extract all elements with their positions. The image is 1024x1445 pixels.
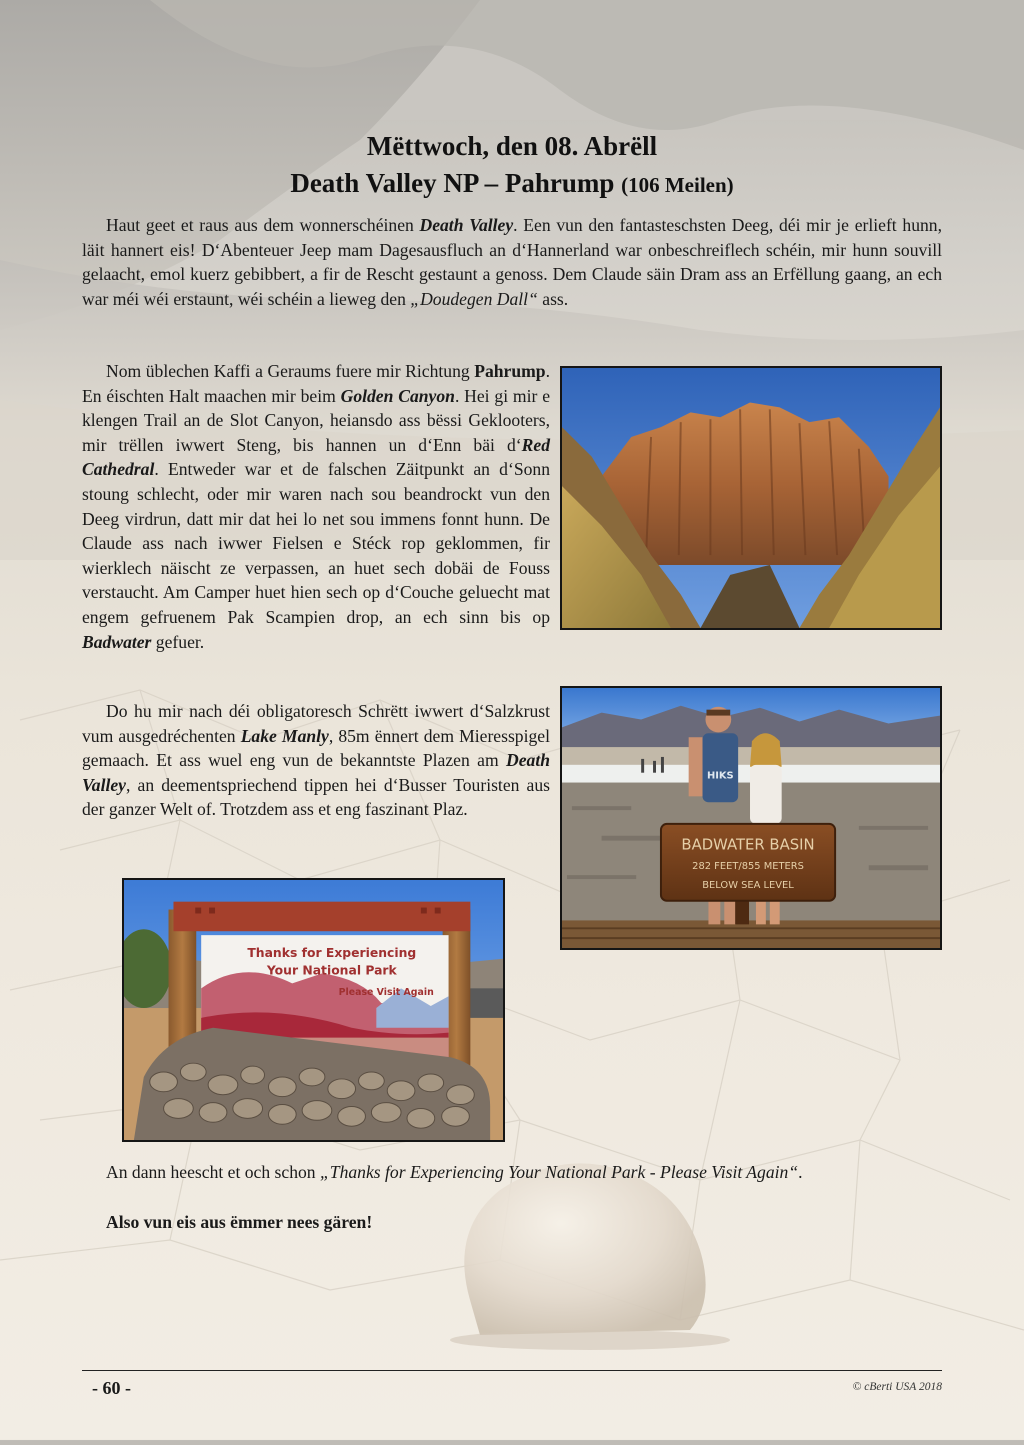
page-title: Mëttwoch, den 08. Abrëll (366, 131, 658, 161)
copyright-notice: © cBerti USA 2018 (852, 1381, 942, 1393)
badwater-basin-image (562, 688, 940, 948)
park-sign-line3: Please Visit Again (338, 987, 434, 999)
badwater-sign-line3: BELOW SEA LEVEL (702, 879, 794, 891)
park-sign-image (124, 880, 503, 1140)
closing-sentence: An dann heescht et och schon „Thanks for Experiencing Your National Park - Please Visit Again“. (106, 1162, 803, 1182)
park-sign-line1: Thanks for Experiencing (247, 945, 417, 960)
tourist-shirt-text: HIKS (706, 770, 734, 782)
route-title: Death Valley NP – Pahrump (290, 168, 615, 198)
golden-canyon-image (562, 368, 940, 628)
golden-canyon-paragraph: Nom üblechen Kaffi a Geraums fuere mir Richtung Pahrump. En éischten Halt maachen mir beim Golden Canyon. Hei gi mir e klengen Trail an de Slot Canyon, heiansdo ass bëssi Geklooters, mir trëllen iwwert Steng, bis hannen un d‘Enn bäi d‘Red Cathedral. Entweder war et de falschen Zäitpunkt an d‘Sonn stoung schlecht, oder mir waren nach sou beandrockt vun den Deeg virdrun, datt mir dat hei lo net sou immens fonnt hunn. De Claude ass nach iwwer Fielsen e Stéck rop geklommen, fir wierklech näischt ze verpassen, an huet sech dobäi de Fouss verstaucht. Am Camper huet hien sech op d‘Couche geluecht mat engem gefruenem Pak Scampien drop, an ech sinn bis op Badwater gefuer. (82, 361, 550, 652)
badwater-basin-photo (560, 686, 942, 950)
footer-divider (82, 1370, 942, 1371)
distance-label: (106 Meilen) (621, 173, 734, 197)
badwater-sign-line1: BADWATER BASIN (681, 836, 815, 854)
page-subtitle (0, 168, 1024, 199)
golden-canyon-photo (560, 366, 942, 630)
park-sign-line2: Your National Park (266, 963, 397, 978)
badwater-paragraph: Do hu mir nach déi obligatoresch Schrëtt iwwert d‘Salzkrust vum ausgedréchenten Lake Manly, 85m ënnert dem Mieresspigel gemaach. Et ass wuel eng vun de bekanntste Plazen am Death Valley, an deementspriechend tippen hei d‘Busser Touristen aus der ganzer Welt of. Trotzdem ass et eng faszinant Plaz. (82, 701, 550, 820)
badwater-sign-line2: 282 FEET/855 METERS (692, 861, 804, 873)
park-sign-photo (122, 878, 505, 1142)
final-line: Also vun eis aus ëmmer nees gären! (106, 1212, 373, 1232)
page-number: - 60 - (92, 1378, 131, 1398)
intro-paragraph: Haut geet et raus aus dem wonnerschéinen Death Valley. Een vun den fantasteschsten Deeg, déi mir je erlieft hunn, läit hannert eis! D‘Abenteuer Jeep mam Dagesausfluch an d‘Hannerland war onbeschreiflech schéin, mir hunn souvill gelaacht, emol kuerz gebibbert, a fir de Rescht gestaunt a genoss. Dem Claude säin Dram ass an Erfëllung gaang, an ech war méi wéi erstaunt, wéi schéin a lieweg den „Doudegen Dall“ ass. (82, 215, 942, 309)
